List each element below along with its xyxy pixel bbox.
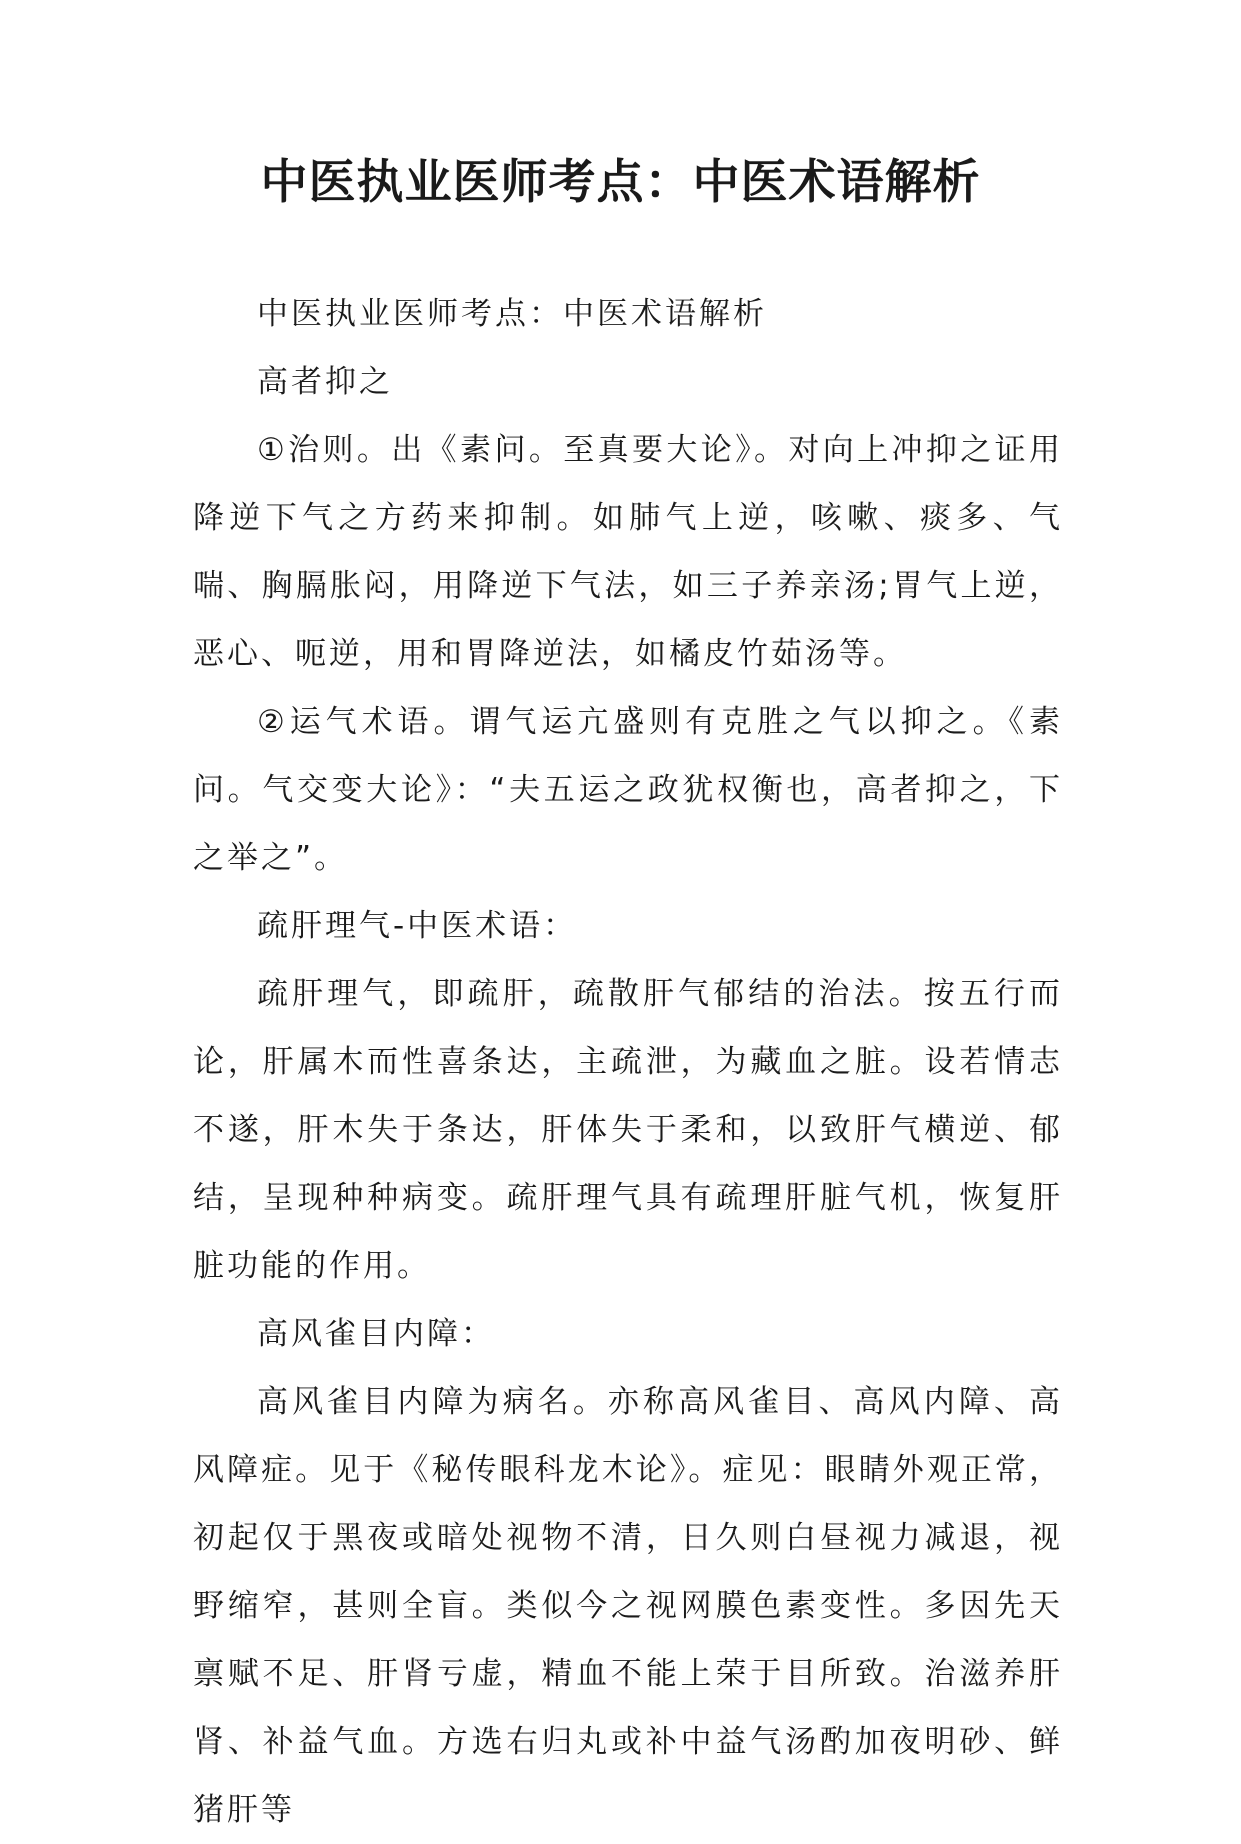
paragraph-term-definition-2: ②运气术语。谓气运亢盛则有克胜之气以抑之。《素问。气交变大论》：“夫五运之政犹权衡也，高者抑之，下之举之”。 [193, 704, 1063, 876]
paragraph-term-gaozheyizhi: 高者抑之 [257, 364, 393, 400]
paragraph-shuganliqi-definition: 疏肝理气，即疏肝，疏散肝气郁结的治法。按五行而论，肝属木而性喜条达，主疏泄，为藏血之脏。设若情志不遂，肝木失于条达，肝体失于柔和，以致肝气横逆、郁结，呈现种种病变。疏肝理气具有疏理肝脏气机，恢复肝脏功能的作用。 [193, 976, 1063, 1284]
paragraph-heading-repeat: 中医执业医师考点：中医术语解析 [257, 296, 767, 332]
paragraph-term-shuganliqi: 疏肝理气-中医术语： [257, 908, 578, 944]
paragraph-term-gaofengquemu: 高风雀目内障： [257, 1316, 495, 1352]
document-title: 中医执业医师考点：中医术语解析 [260, 155, 981, 210]
paragraph-term-definition-1: ①治则。出《素问。至真要大论》。对向上冲抑之证用降逆下气之方药来抑制。如肺气上逆，咳嗽、痰多、气喘、胸膈胀闷，用降逆下气法，如三子养亲汤;胃气上逆，恶心、呃逆，用和胃降逆法，如橘皮竹茹汤等。 [193, 432, 1063, 672]
paragraph-gaofengquemu-definition: 高风雀目内障为病名。亦称高风雀目、高风内障、高风障症。见于《秘传眼科龙木论》。症见：眼睛外观正常，初起仅于黑夜或暗处视物不清，日久则白昼视力减退，视野缩窄，甚则全盲。类似今之视网膜色素变性。多因先天禀赋不足、肝肾亏虚，精血不能上荣于目所致。治滋养肝肾、补益气血。方选右归丸或补中益气汤酌加夜明砂、鲜猪肝等 [193, 1384, 1063, 1828]
document-body [193, 280, 1063, 1844]
